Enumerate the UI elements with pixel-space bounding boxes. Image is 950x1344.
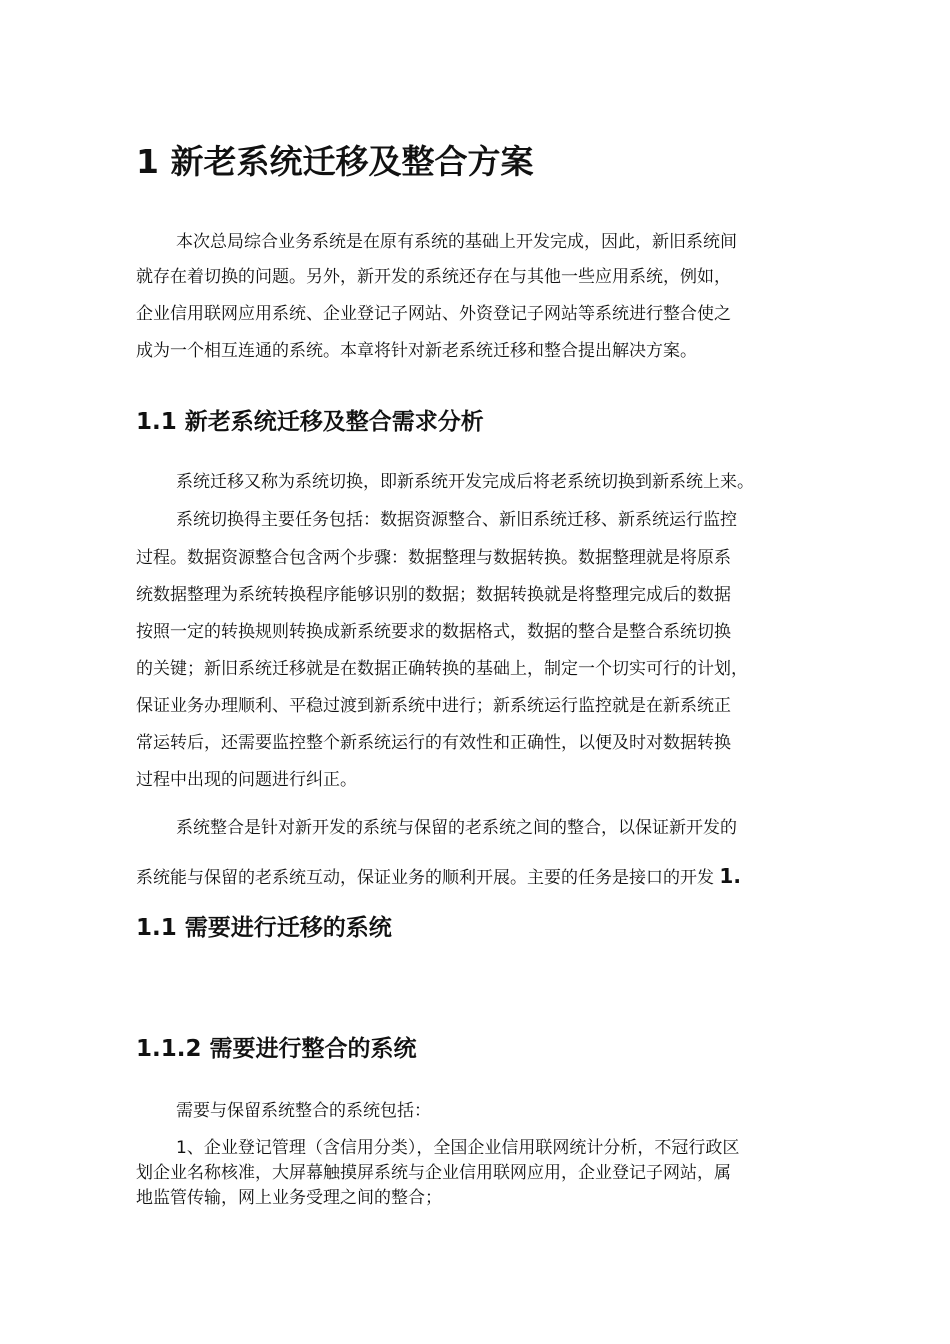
item1-line-2: 划企业名称核准，大屏幕触摸屏系统与企业信用联网应用，企业登记子网站，属 xyxy=(136,1163,731,1183)
switch-para-line-8: 过程中出现的问题进行纠正。 xyxy=(136,770,357,790)
integration-intro: 需要与保留系统整合的系统包括： xyxy=(176,1101,431,1121)
integration-para-text: 系统能与保留的老系统互动，保证业务的顺利开展。主要的任务是接口的开发 xyxy=(136,868,714,888)
intro-line-3: 企业信用联网应用系统、企业登记子网站、外资登记子网站等系统进行整合使之 xyxy=(136,304,731,324)
intro-line-1: 本次总局综合业务系统是在原有系统的基础上开发完成，因此，新旧系统间 xyxy=(176,232,737,252)
switch-para-line-6: 保证业务办理顺利、平稳过渡到新系统中进行；新系统运行监控就是在新系统正 xyxy=(136,696,731,716)
section-1-1-2-heading: 1.1.2 需要进行整合的系统 xyxy=(136,1036,417,1062)
switch-para-line-2: 过程。数据资源整合包含两个步骤：数据整理与数据转换。数据整理就是将原系 xyxy=(136,548,731,568)
integration-para-line-1: 系统整合是针对新开发的系统与保留的老系统之间的整合，以保证新开发的 xyxy=(176,818,737,838)
switch-para-line-7: 常运转后，还需要监控整个新系统运行的有效性和正确性，以便及时对数据转换 xyxy=(136,733,731,753)
chapter-heading: 1 新老系统迁移及整合方案 xyxy=(136,142,534,181)
section-migration-systems-heading: 1.1 需要进行迁移的系统 xyxy=(136,915,392,941)
switch-para-line-5: 的关键；新旧系统迁移就是在数据正确转换的基础上，制定一个切实可行的计划， xyxy=(136,659,748,679)
intro-line-2: 就存在着切换的问题。另外，新开发的系统还存在与其他一些应用系统，例如， xyxy=(136,267,731,287)
intro-line-4: 成为一个相互连通的系统。本章将针对新老系统迁移和整合提出解决方案。 xyxy=(136,341,697,361)
item1-line-1: 1、企业登记管理（含信用分类），全国企业信用联网统计分析，不冠行政区 xyxy=(176,1138,740,1158)
switch-para-line-1: 系统切换得主要任务包括：数据资源整合、新旧系统迁移、新系统运行监控 xyxy=(176,510,737,530)
migration-definition: 系统迁移又称为系统切换，即新系统开发完成后将老系统切换到新系统上来。 xyxy=(176,472,754,492)
inline-section-number: 1. xyxy=(719,864,741,888)
section-1-1-heading: 1.1 新老系统迁移及整合需求分析 xyxy=(136,409,484,435)
switch-para-line-3: 统数据整理为系统转换程序能够识别的数据；数据转换就是将整理完成后的数据 xyxy=(136,585,731,605)
integration-para-line-2 xyxy=(136,866,741,888)
switch-para-line-4: 按照一定的转换规则转换成新系统要求的数据格式，数据的整合是整合系统切换 xyxy=(136,622,731,642)
item1-line-3: 地监管传输，网上业务受理之间的整合； xyxy=(136,1188,442,1208)
